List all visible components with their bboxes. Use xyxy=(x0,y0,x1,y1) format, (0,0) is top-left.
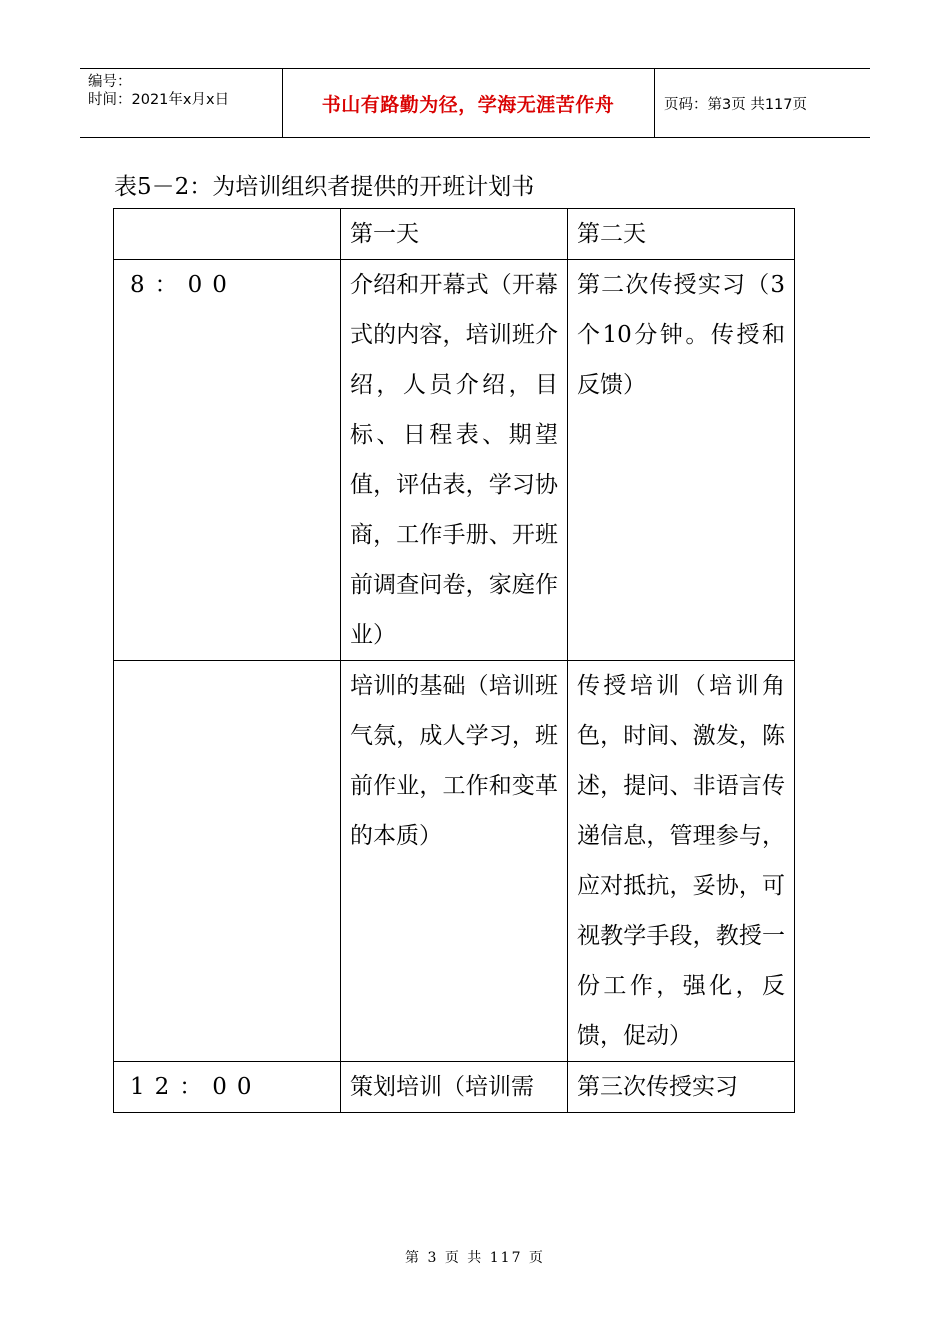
day1-cell: 策划培训（培训需 xyxy=(341,1062,568,1113)
serial-label: 编号： xyxy=(88,74,132,90)
schedule-table xyxy=(113,208,795,1113)
header-cell-day1: 第一天 xyxy=(341,209,568,260)
header-motto: 书山有路勤为径，学海无涯苦作舟 xyxy=(321,93,615,116)
header-page-info: 页码：第3页 共117页 xyxy=(664,96,808,113)
table-row xyxy=(114,260,795,661)
day2-cell: 第三次传授实习 xyxy=(568,1062,795,1113)
day2-cell: 第二次传授实习（3个10分钟。传授和反馈） xyxy=(568,260,795,661)
page-header xyxy=(80,68,870,138)
day2-cell: 传授培训（培训角色，时间、激发，陈述，提问、非语言传递信息，管理参与，应对抵抗，妥协，可视教学手段，教授一份工作，强化，反馈，促动） xyxy=(568,661,795,1062)
time-cell: 8：00 xyxy=(114,260,341,661)
header-meta xyxy=(88,73,229,109)
date-label: 时间：2021年x月x日 xyxy=(88,92,230,108)
table-caption: 表5－2：为培训组织者提供的开班计划书 xyxy=(114,174,535,200)
time-cell: 12：00 xyxy=(114,1062,341,1113)
table-row xyxy=(114,1062,795,1113)
header-cell-day2: 第二天 xyxy=(568,209,795,260)
time-cell xyxy=(114,661,341,1062)
header-divider xyxy=(654,69,655,137)
page-footer: 第 3 页 共 117 页 xyxy=(405,1250,545,1266)
table-header-row xyxy=(114,209,795,260)
day1-cell: 介绍和开幕式（开幕式的内容，培训班介绍，人员介绍，目标、日程表、期望值，评估表，学习协商，工作手册、开班前调查问卷，家庭作业） xyxy=(341,260,568,661)
header-cell-time xyxy=(114,209,341,260)
day1-cell: 培训的基础（培训班气氛，成人学习，班前作业，工作和变革的本质） xyxy=(341,661,568,1062)
table-row xyxy=(114,661,795,1062)
